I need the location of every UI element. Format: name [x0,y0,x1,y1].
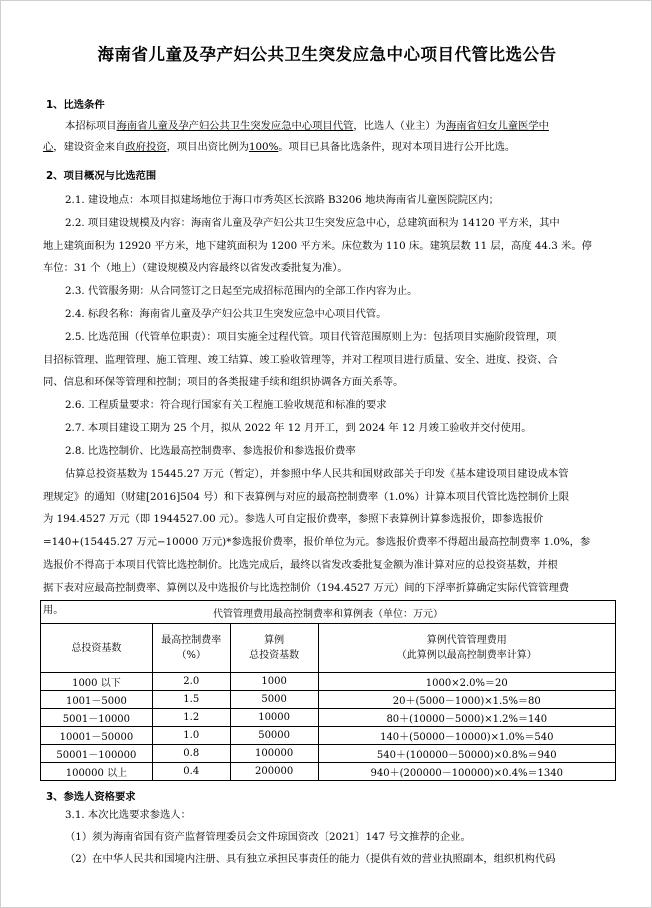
table-row [41,691,616,709]
estimate-line-7: 用。 [43,604,64,616]
header-example-fee [318,624,615,673]
section-2-heading: 2、项目概况与比选范围 [46,170,157,182]
para-2-2-line-1: 2.2. 项目建设规模及内容：海南省儿童及孕产妇公共卫生突发应急中心，总建筑面积为 14120 平方米，其中 [65,217,560,229]
cell-fee: 140＋(50000－10000)×1.0%＝540 [318,727,615,745]
para-2-2-line-3: 车位：31 个（地上）（建设规模及内容最终以省发改委批复为准）。 [43,262,348,274]
owner-name-underlined-cont: 心 [43,141,54,153]
cell-base: 10001－50000 [41,727,153,745]
fund-source-underlined: 政府投资 [125,141,167,153]
text: ，比选人（业主）为 [353,120,446,132]
estimate-line-3: 为 194.4527 万元（即 1944527.00 元）。参选人可自定报价费率，参照下表算例计算参选报价，即参选报价 [43,513,544,525]
table-row [41,727,616,745]
cell-base: 100000 以上 [41,763,153,781]
cell-rate: 2.0 [152,673,230,691]
header-text: 算例 [264,635,285,646]
header-text: （此算例以最高控制费率计算） [396,650,537,661]
fee-rate-table [40,600,616,781]
estimate-line-1: 估算总投资基数为 15445.27 万元（暂定），并参照中华人民共和国财政部关于印发《基本建设项目建设成本管 [65,468,569,480]
cell-rate: 1.0 [152,727,230,745]
cell-example: 100000 [230,745,318,763]
cell-example: 50000 [230,727,318,745]
header-total-base: 总投资基数 [41,624,153,673]
table-row [41,709,616,727]
fund-ratio-underlined: 100% [248,141,279,153]
section-3-heading: 3、参选人资格要求 [46,791,136,803]
item-3-1-2: （2）在中华人民共和国境内注册、具有独立承担民事责任的能力（提供有效的营业执照副本，组织机构代码 [65,853,556,865]
cell-base: 1001－5000 [41,691,153,709]
header-text: 算例代管管理费用 [426,635,507,646]
text: ，项目出资比例为 [166,141,249,153]
table-row [41,745,616,763]
cell-example: 10000 [230,709,318,727]
cell-rate: 1.5 [152,691,230,709]
para-3-1: 3.1. 本次比选要求参选人： [65,809,191,821]
section-1-heading: 1、比选条件 [46,99,105,111]
cell-base: 5001－10000 [41,709,153,727]
cell-fee: 20＋(5000－1000)×1.5%＝80 [318,691,615,709]
header-text: 总投资基数 [249,650,300,661]
header-example-base [230,624,318,673]
para-2-3: 2.3. 代管服务期：从合同签订之日起至完成招标范围内的全部工作内容为止。 [65,285,418,297]
cell-base: 1000 以下 [41,673,153,691]
page-title: 海南省儿童及孕产妇公共卫生突发应急中心项目代管比选公告 [97,45,557,64]
cell-fee: 1000×2.0%＝20 [318,673,615,691]
project-name-underlined: 海南省儿童及孕产妇公共卫生突发应急中心项目代管 [116,120,354,132]
para-2-7: 2.7. 本项目建设工期为 25 个月，拟从 2022 年 12 月开工，到 2024 年 12 月竣工验收并交付使用。 [65,422,532,434]
table-caption: 代管管理费用最高控制费率和算例表（单位：万元） [41,601,616,624]
estimate-line-5: 选报价不得高于本项目代管比选控制价。比选完成后，最终以省发改委批复金额为准计算对应的总投资基数，并根 [43,559,558,571]
owner-name-underlined: 海南省妇女儿童医学中 [445,120,549,132]
para-2-8: 2.8. 比选控制价、比选最高控制费率、参选报价和参选报价费率 [65,445,356,457]
header-max-rate [152,624,230,673]
cell-fee: 940＋(200000－100000)×0.4%＝1340 [318,763,615,781]
cell-fee: 80＋(10000－5000)×1.2%＝140 [318,709,615,727]
section-1-line-1 [65,119,549,133]
cell-rate: 0.8 [152,745,230,763]
para-2-5-line-1: 2.5. 比选范围（代管单位职责）：项目实施全过程代管。项目代管范围原则上为：包括项目实施阶段管理，项 [65,331,557,343]
estimate-line-6: 据下表对应最高控制费率、算例以及中选报价与比选控制价（194.4527 万元）间的下浮率折算确定实际代管管理费 [43,582,570,594]
table-row [41,673,616,691]
header-text: （%） [176,650,206,661]
cell-rate: 1.2 [152,709,230,727]
text: 本招标项目 [65,120,117,132]
cell-rate: 0.4 [152,763,230,781]
text: ，建设资金来自 [53,141,126,153]
para-2-6: 2.6. 工程质量要求：符合现行国家有关工程施工验收规范和标准的要求 [65,399,387,411]
estimate-line-2: 理规定》的通知（财建[2016]504 号）和下表算例与对应的最高控制费率（1.0%）计算本项目代管比选控制价上限 [43,491,570,503]
para-2-1: 2.1. 建设地点：本项目拟建场地位于海口市秀英区长滨路 B3206 地块海南省儿童医院院区内； [65,194,499,206]
cell-fee: 540＋(100000－50000)×0.8%＝940 [318,745,615,763]
para-2-4: 2.4. 标段名称：海南省儿童及孕产妇公共卫生突发应急中心项目代管。 [65,308,387,320]
cell-example: 5000 [230,691,318,709]
cell-base: 50001－100000 [41,745,153,763]
para-2-5-line-2: 目招标管理、监理管理、施工管理、竣工结算、竣工验收管理等，并对工程项目进行质量、安全、进度、投资、合 [43,354,558,366]
header-text: 最高控制费率 [161,635,222,646]
para-2-5-line-3: 同、信息和环保等管理和控制；项目的各类报建手续和组织协调各方面关系等。 [43,376,404,388]
para-2-2-line-2: 地上建筑面积为 12920 平方米，地下建筑面积为 1200 平方米。床位数为 110 床。建筑层数 11 层，高度 44.3 米。停 [43,240,592,252]
cell-example: 1000 [230,673,318,691]
table-row [41,763,616,781]
cell-example: 200000 [230,763,318,781]
item-3-1-1: （1）须为海南省国有资产监督管理委员会文件琼国资改〔2021〕147 号文推荐的企业。 [65,831,471,843]
text: 。项目已具备比选条件，现对本项目进行公开比选。 [278,141,516,153]
estimate-line-4: =140+(15445.27 万元−10000 万元)*参选报价费率，报价单位为元。参选报价费率不得超出最高控制费率 1.0%，参 [43,536,591,548]
section-1-line-2 [43,140,515,154]
